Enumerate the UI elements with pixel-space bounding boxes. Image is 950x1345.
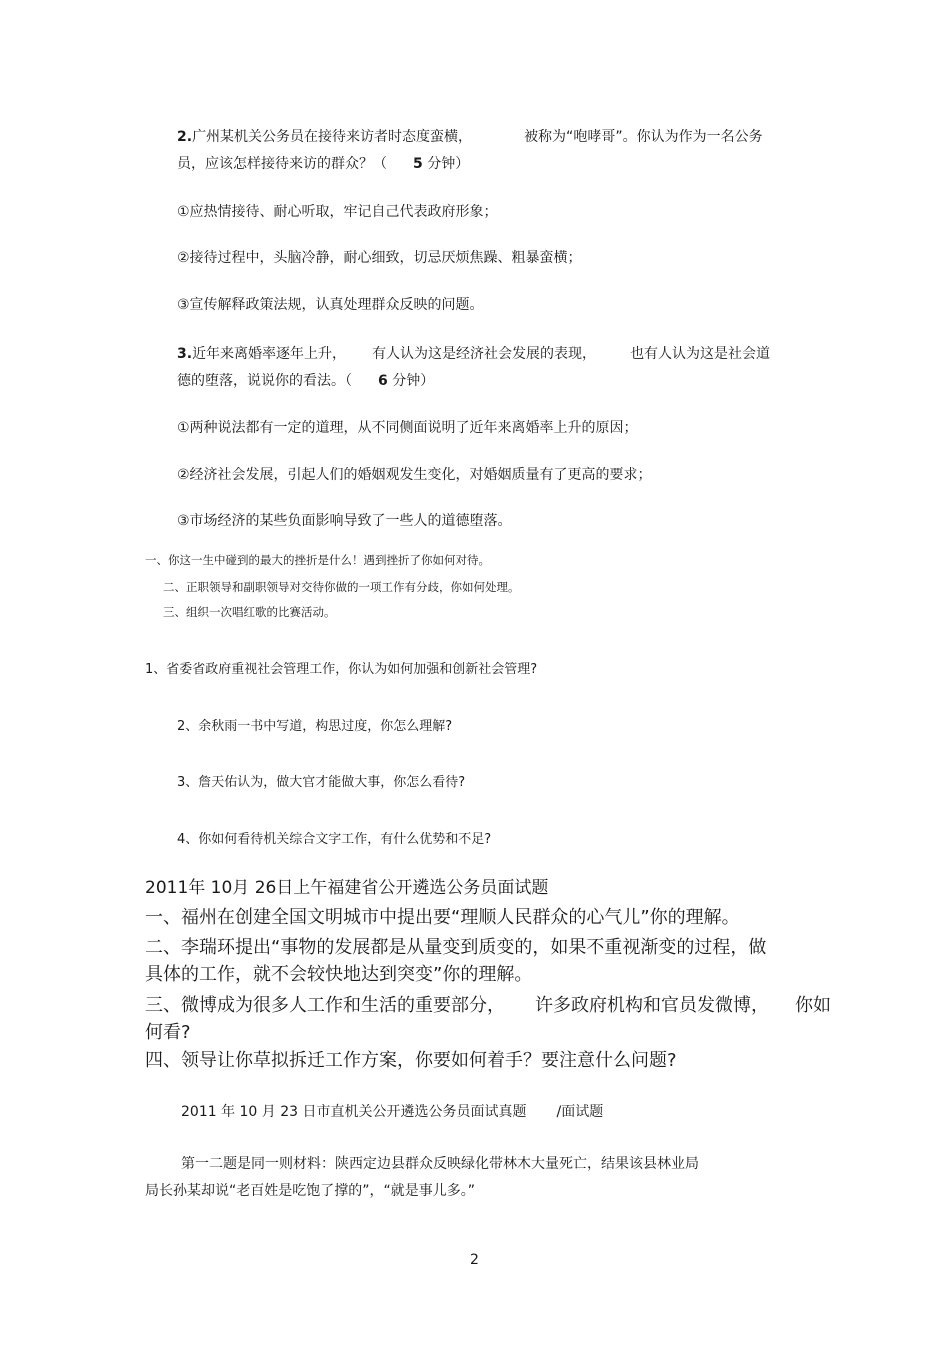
fujian-title: 2011年 10月 26日上午福建省公开遴选公务员面试题 (145, 878, 549, 898)
fujian-q3-line-1 (145, 991, 831, 1017)
page-number: 2 (470, 1252, 479, 1268)
city-title-text: 2011 年 10 月 23 日市直机关公开遴选公务员面试真题 (181, 1104, 527, 1120)
q2-line-1 (177, 126, 763, 146)
num-list-item-3: 3、詹天佑认为，做大官才能做大事，你怎么看待? (177, 775, 466, 790)
small-list-item-1: 一、你这一生中碰到的最大的挫折是什么！遇到挫折了你如何对待。 (145, 553, 490, 567)
q3-line-2 (177, 370, 434, 390)
small-list-item-2: 二、正职领导和副职领导对交待你做的一项工作有分歧，你如何处理。 (163, 580, 520, 594)
city-paragraph-line-2: 局长孙某却说“老百姓是吃饱了撑的”，“就是事儿多。” (145, 1183, 476, 1199)
fujian-q1: 一、福州在创建全国文明城市中提出要“理顺人民群众的心气儿”你的理解。 (145, 907, 740, 928)
city-title-suffix: /面试题 (556, 1104, 604, 1120)
city-title (181, 1101, 603, 1121)
fujian-q3-text-b: 许多政府机构和官员发微博， (535, 995, 769, 1016)
q2-answer-1: ①应热情接待、耐心听取，牢记自己代表政府形象； (177, 204, 498, 220)
q2-answer-3: ③宣传解释政策法规，认真处理群众反映的问题。 (177, 297, 484, 313)
q3-time-number: 6 (378, 373, 388, 389)
q3-line-1 (177, 343, 770, 363)
fujian-q3-text-c: 你如 (795, 995, 831, 1016)
q3-answer-2: ②经济社会发展，引起人们的婚姻观发生变化，对婚姻质量有了更高的要求； (177, 467, 652, 483)
fujian-q3-line-2: 何看? (145, 1022, 191, 1043)
fujian-q2-line-2: 具体的工作，就不会较快地达到突变”你的理解。 (145, 964, 533, 985)
q3-text-1b: 有人认为这是经济社会发展的表现， (372, 346, 597, 362)
q3-number: 3. (177, 346, 193, 362)
num-list-item-2: 2、余秋雨一书中写道，构思过度，你怎么理解? (177, 719, 453, 734)
fujian-q3-text-a: 三、微博成为很多人工作和生活的重要部分， (145, 995, 505, 1016)
q2-time-unit: 分钟） (427, 156, 470, 172)
fujian-q4: 四、领导让你草拟拆迁工作方案，你要如何着手？要注意什么问题? (145, 1050, 677, 1071)
num-list-item-4: 4、你如何看待机关综合文字工作，有什么优势和不足? (177, 832, 492, 847)
num-list-item-1: 1、省委省政府重视社会管理工作，你认为如何加强和创新社会管理? (145, 662, 538, 677)
q2-answer-2: ②接待过程中，头脑冷静，耐心细致，切忌厌烦焦躁、粗暴蛮横； (177, 250, 582, 266)
q3-text-2: 德的堕落，说说你的看法。（ (177, 373, 352, 389)
fujian-q2-line-1: 二、李瑞环提出“事物的发展都是从量变到质变的，如果不重视渐变的过程，做 (145, 937, 767, 958)
small-list-item-3: 三、组织一次唱红歌的比赛活动。 (163, 605, 336, 619)
q2-line-2 (177, 153, 469, 173)
q3-answer-1: ①两种说法都有一定的道理，从不同侧面说明了近年来离婚率上升的原因； (177, 420, 638, 436)
q2-time-number: 5 (413, 156, 423, 172)
q3-text-1c: 也有人认为这是社会道 (630, 346, 771, 362)
q3-time-unit: 分钟） (392, 373, 435, 389)
city-paragraph-line-1: 第一二题是同一则材料：陕西定边县群众反映绿化带林木大量死亡，结果该县林业局 (181, 1156, 699, 1172)
q2-text-1a: 广州某机关公务员在接待来访者时态度蛮横， (192, 129, 473, 145)
q3-answer-3: ③市场经济的某些负面影响导致了一些人的道德堕落。 (177, 513, 512, 529)
q3-text-1a: 近年来离婚率逐年上升， (192, 346, 347, 362)
q2-text-2: 员，应该怎样接待来访的群众？（ (177, 156, 387, 172)
q2-number: 2. (177, 129, 193, 145)
q2-text-1b: 被称为“咆哮哥”。你认为作为一名公务 (524, 129, 763, 145)
